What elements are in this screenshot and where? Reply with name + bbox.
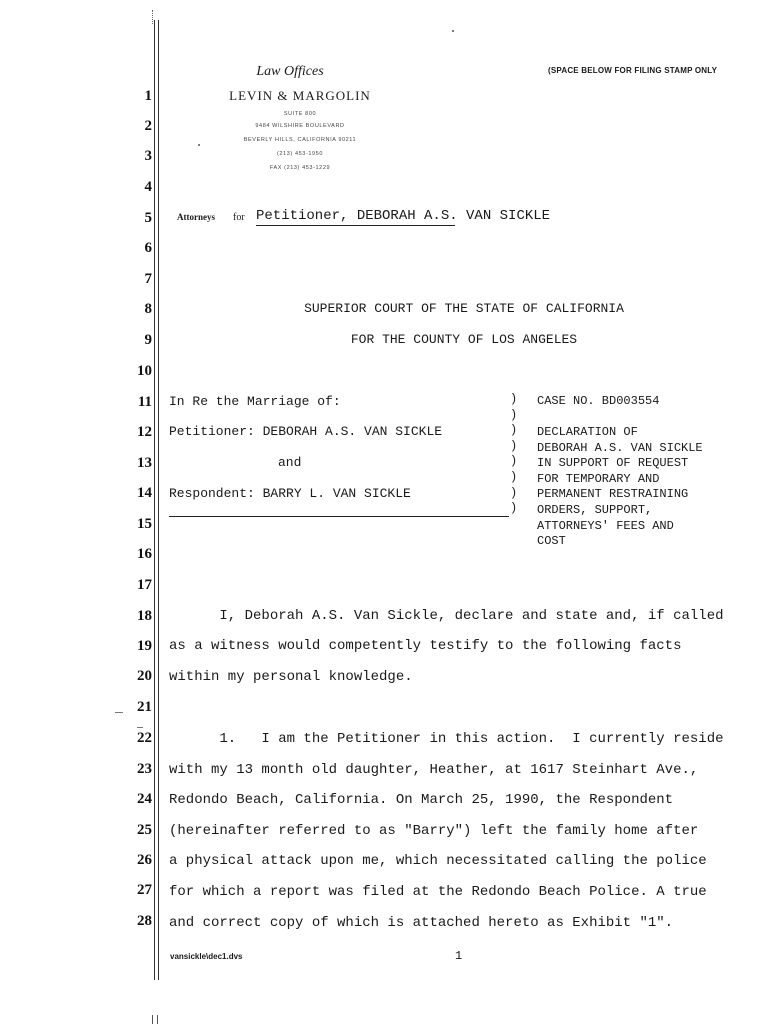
line-number: 19 <box>137 638 152 654</box>
line-number: 16 <box>137 546 152 562</box>
scan-speck <box>452 30 454 32</box>
line-number: 23 <box>137 761 152 777</box>
line-number: 22 <box>137 730 152 746</box>
line-number: 25 <box>137 822 152 838</box>
body-line: Redondo Beach, California. On March 25, 1990, the Respondent <box>169 792 674 808</box>
line-number: 28 <box>137 913 152 929</box>
case-number: CASE NO. BD003554 <box>537 394 660 408</box>
caption-in-re: In Re the Marriage of: <box>169 394 341 409</box>
letterhead-script-title: Law Offices <box>256 64 324 79</box>
letterhead-address-line: SUITE 800 <box>283 111 317 117</box>
letterhead-phone: (213) 453-1950 <box>276 151 323 157</box>
declaration-title-line: ATTORNEYS' FEES AND <box>537 518 674 533</box>
declaration-title-line: IN SUPPORT OF REQUEST <box>537 456 689 471</box>
body-line: for which a report was filed at the Redondo Beach Police. A true <box>169 884 707 900</box>
caption-petitioner: Petitioner: DEBORAH A.S. VAN SICKLE <box>169 424 443 439</box>
margin-bottom-tick <box>152 1015 158 1024</box>
body-line: (hereinafter referred to as "Barry") left the family home after <box>169 823 699 839</box>
letterhead-address-line: 9484 WILSHIRE BOULEVARD <box>255 123 345 129</box>
line-number: 24 <box>137 791 152 807</box>
line-number: 26 <box>137 852 152 868</box>
declaration-title-line: ORDERS, SUPPORT, <box>537 502 653 517</box>
line-number: 20 <box>137 668 152 684</box>
line-number: 4 <box>144 179 152 195</box>
line-number: 6 <box>144 240 152 256</box>
body-line: within my personal knowledge. <box>169 669 413 685</box>
line-number: 8 <box>144 301 152 317</box>
letterhead-address-line: BEVERLY HILLS, CALIFORNIA 90211 <box>243 137 357 143</box>
scan-speck <box>198 144 200 146</box>
declaration-title-line: PERMANENT RESTRAINING <box>537 487 689 502</box>
line-number: 17 <box>137 577 152 593</box>
body-line: with my 13 month old daughter, Heather, at 1617 Steinhart Ave., <box>169 762 699 778</box>
body-line: 1. I am the Petitioner in this action. I currently reside <box>169 731 724 747</box>
margin-rule-outer <box>154 20 155 980</box>
margin-rule-inner <box>158 20 159 980</box>
line-number: 11 <box>137 394 152 410</box>
filing-stamp-note: (SPACE BELOW FOR FILING STAMP ONLY <box>548 66 718 75</box>
line-number: 21 <box>137 699 152 715</box>
letterhead-fax: FAX (213) 453-1229 <box>269 165 331 171</box>
line-number: 5 <box>144 210 152 226</box>
attorneys-label: Attorneys <box>177 212 215 222</box>
attorneys-party-underline <box>256 225 455 226</box>
caption-rule <box>169 516 509 517</box>
line-number: 7 <box>144 271 152 287</box>
line-number: 9 <box>144 332 152 348</box>
letterhead-firm-name: LEVIN & MARGOLIN <box>229 88 371 103</box>
line-number: 10 <box>137 363 152 379</box>
body-line: and correct copy of which is attached hereto as Exhibit "1". <box>169 915 674 931</box>
body-line: as a witness would competently testify to the following facts <box>169 638 682 654</box>
court-county: FOR THE COUNTY OF LOS ANGELES <box>350 332 578 347</box>
declaration-title-line: FOR TEMPORARY AND <box>537 471 660 486</box>
body-line: a physical attack upon me, which necessitated calling the police <box>169 853 707 869</box>
line-number: 2 <box>144 118 152 134</box>
caption-and: and <box>278 455 302 470</box>
footer-file-path: vansickle\dec1.dvs <box>170 952 243 961</box>
court-name: SUPERIOR COURT OF THE STATE OF CALIFORNIA <box>304 301 624 316</box>
page-number: 1 <box>455 949 463 963</box>
line-number: 14 <box>137 485 152 501</box>
declaration-title-line: DECLARATION OF <box>537 425 638 439</box>
line-numbers <box>130 0 152 1024</box>
line-number: 3 <box>144 148 152 164</box>
line-number: 12 <box>137 424 152 440</box>
line-number: 13 <box>137 455 152 471</box>
line-number: 18 <box>137 608 152 624</box>
line-number: 1 <box>144 88 152 104</box>
declaration-title-line: DEBORAH A.S. VAN SICKLE <box>537 440 703 455</box>
attorneys-for-word: for <box>233 212 245 223</box>
line-number: 15 <box>137 516 152 532</box>
declaration-title-line: COST <box>537 534 566 549</box>
attorneys-party: Petitioner, DEBORAH A.S. VAN SICKLE <box>256 208 551 224</box>
scan-mark <box>115 712 123 713</box>
body-line: I, Deborah A.S. Van Sickle, declare and state and, if called <box>169 608 724 624</box>
caption-respondent: Respondent: BARRY L. VAN SICKLE <box>169 486 411 501</box>
declaration-title <box>537 425 768 550</box>
line-number: 27 <box>137 882 152 898</box>
caption-parentheses: ) ) ) ) ) ) ) ) <box>510 392 518 516</box>
